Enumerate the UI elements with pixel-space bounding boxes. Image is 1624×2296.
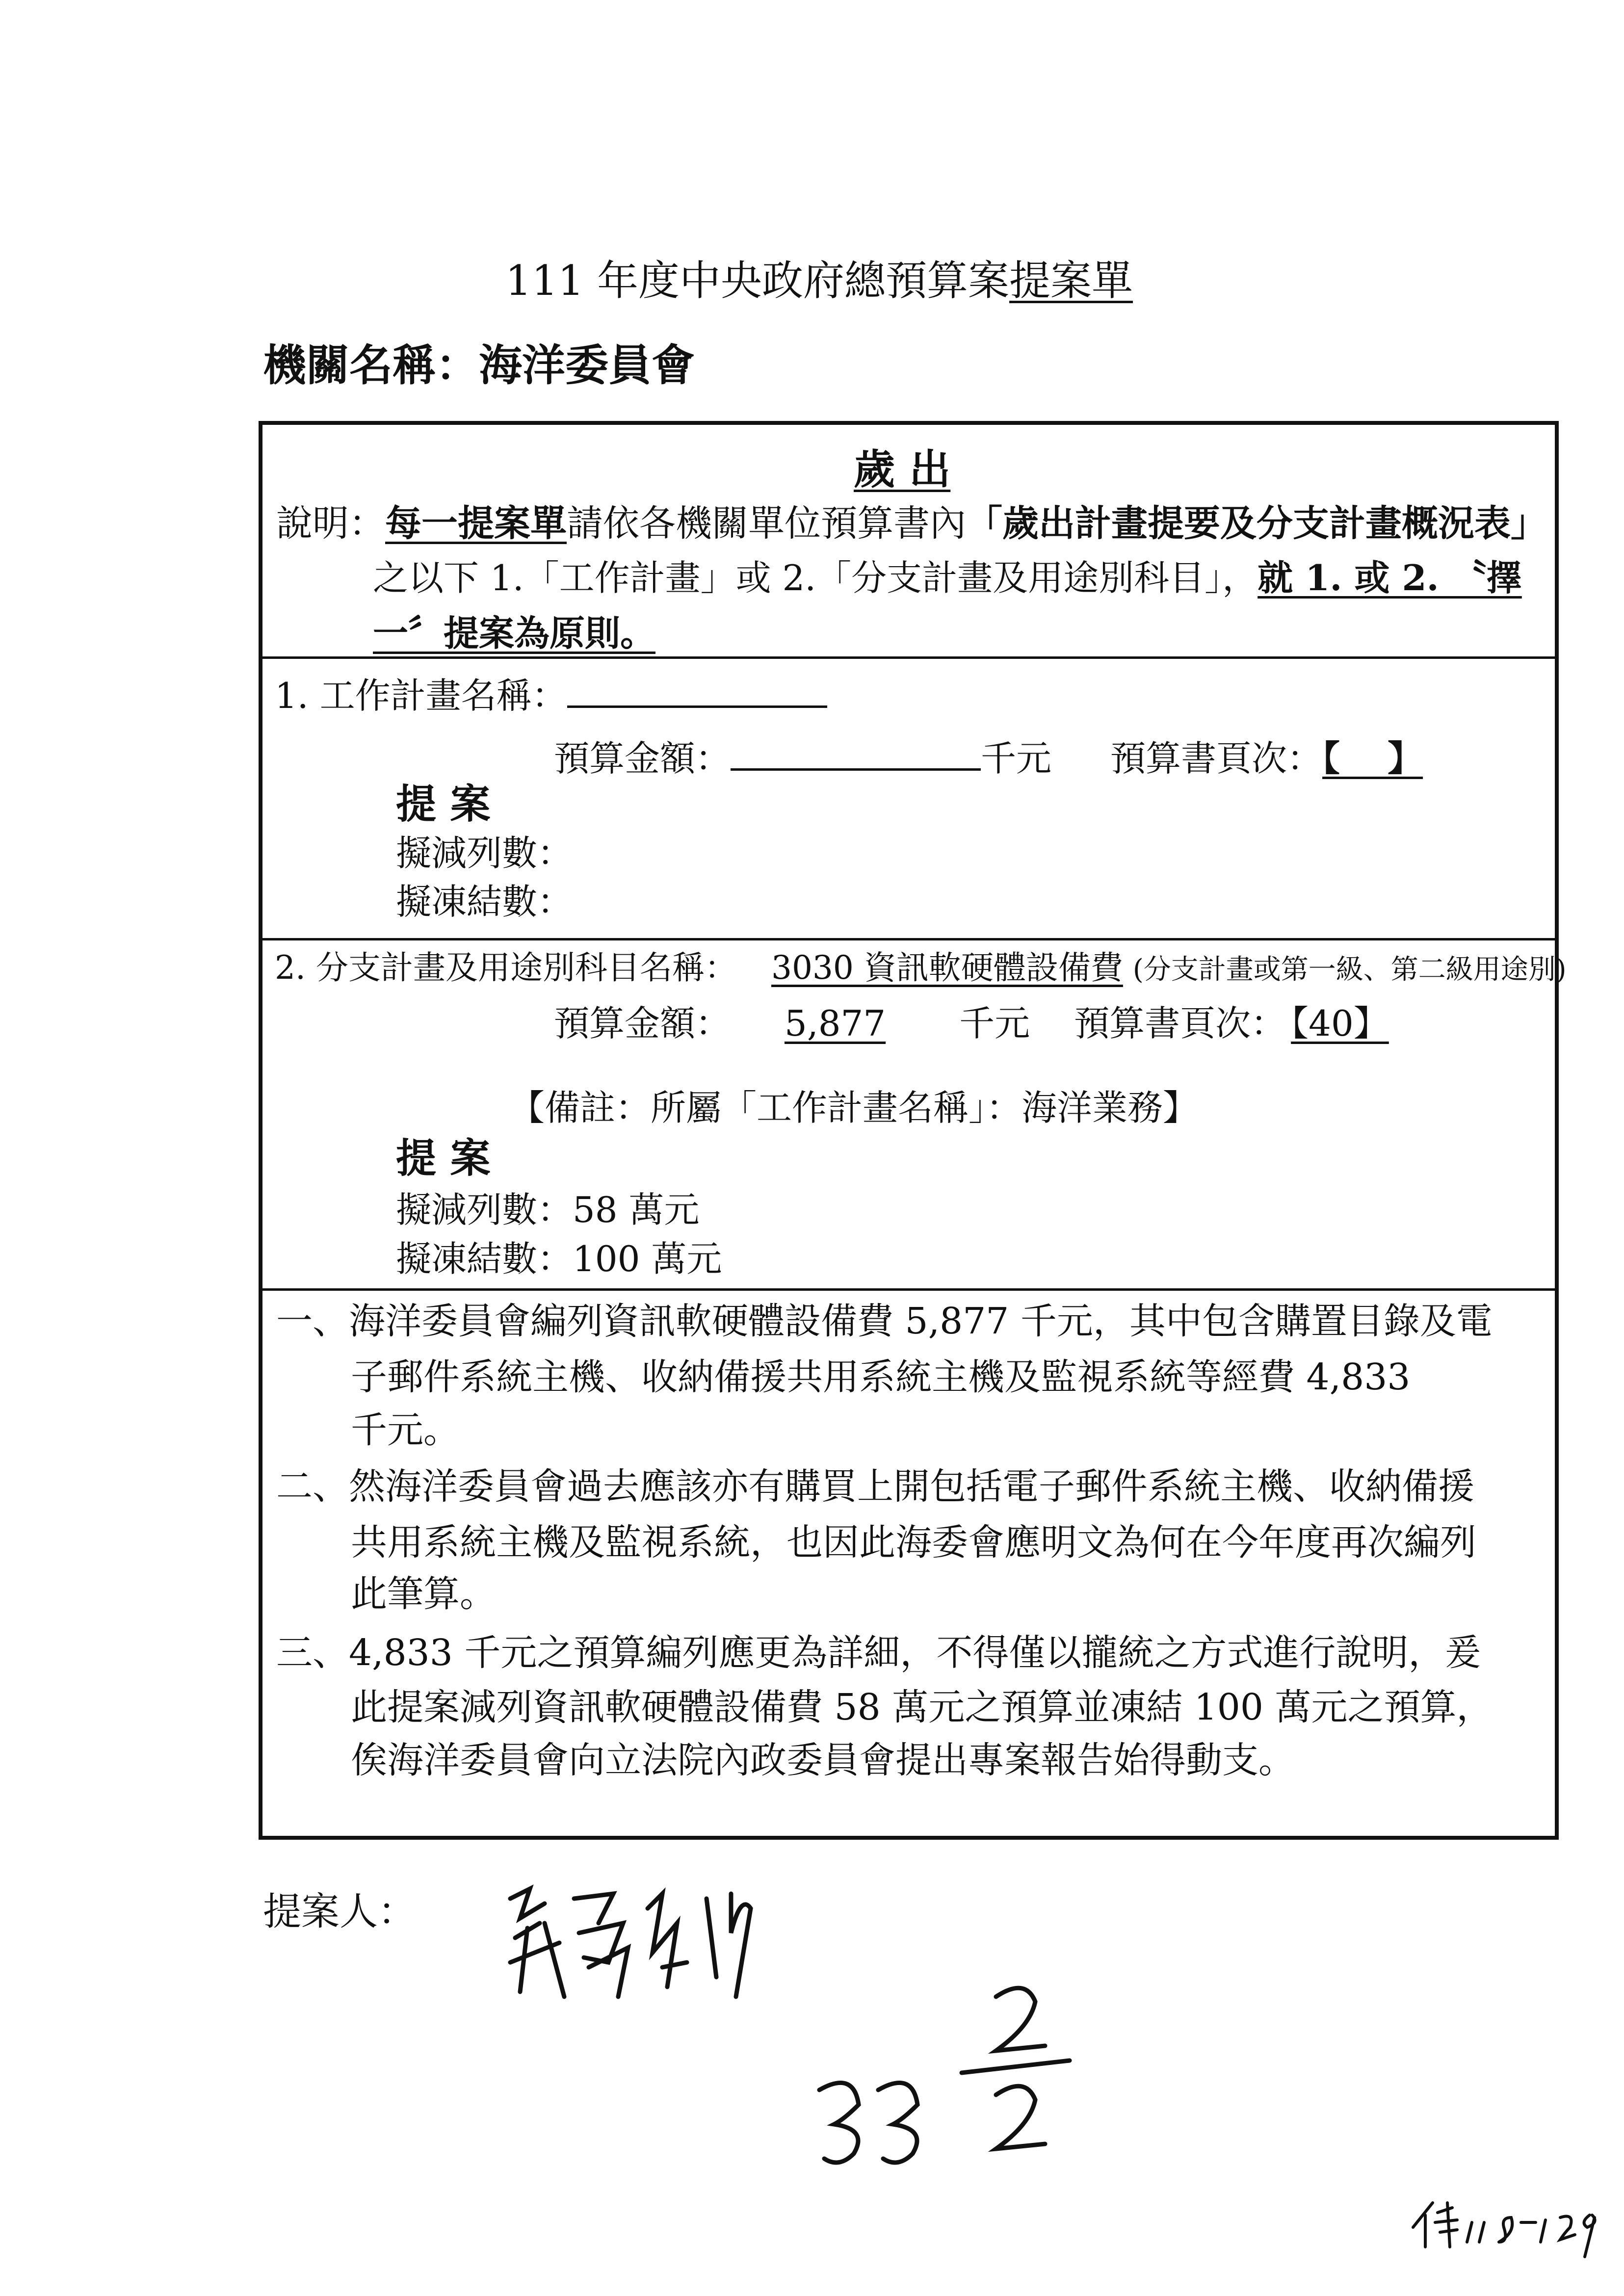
reason-3-line-1: 三、4,833 千元之預算編列應更為詳細，不得僅以攏統之方式進行說明，爰 [276, 1632, 1481, 1674]
instructions-text: 請依各機關單位預算書內 [567, 502, 966, 545]
item2-name-row [275, 949, 1567, 987]
divider [259, 656, 1559, 659]
item2-proposal-heading: 提 案 [396, 1135, 491, 1182]
item2-reduce: 擬減列數：58 萬元 [396, 1189, 700, 1230]
title-underlined: 提案單 [1009, 257, 1133, 305]
item2-name-value: 3030 資訊軟硬體設備費 [771, 949, 1123, 987]
item1-name-row [275, 675, 827, 716]
item2-remark: 【備註：所屬「工作計畫名稱」：海洋業務】 [509, 1087, 1199, 1128]
divider [259, 1288, 1559, 1291]
proposer-label: 提案人： [263, 1890, 417, 1934]
reason-1-line-2: 子郵件系統主機、收納備援共用系統主機及監視系統等經費 4,833 [351, 1356, 1411, 1398]
reason-1-line-1: 一、海洋委員會編列資訊軟硬體設備費 5,877 千元，其中包含購置目錄及電 [276, 1300, 1493, 1342]
instructions-emph: 每一提案單 [385, 502, 567, 545]
reason-2-line-2: 共用系統主機及監視系統，也因此海委會應明文為何在今年度再次編列 [351, 1521, 1476, 1564]
item1-budget-row [554, 737, 1423, 779]
instructions-bold: 「歲出計畫提要及分支計畫概況表」 [966, 502, 1547, 545]
instructions-emph: 就 1. 或 2. 〝擇 [1257, 557, 1522, 599]
instructions-line-1 [276, 502, 1547, 545]
reason-2-line-3: 此筆算。 [351, 1573, 496, 1615]
handwritten-reference [1403, 2193, 1609, 2252]
agency-name: 機關名稱：海洋委員會 [263, 339, 695, 391]
item2-budget-row [554, 1003, 1418, 1044]
divider [259, 938, 1559, 940]
reason-3-line-3: 俟海洋委員會向立法院內政委員會提出專案報告始得動支。 [351, 1739, 1295, 1781]
instructions-line-2 [373, 557, 1522, 599]
item1-page-value: 【 】 [1322, 737, 1423, 779]
item2-unit: 千元 [959, 1003, 1030, 1044]
item1-name-label: 1. 工作計畫名稱： [275, 675, 567, 716]
item1-budget-field [731, 739, 981, 771]
reason-2-line-1: 二、然海洋委員會過去應該亦有購買上開包括電子郵件系統主機、收納備援 [276, 1465, 1474, 1508]
handwritten-signature [500, 1879, 775, 2007]
item1-reduce: 擬減列數： [396, 833, 573, 874]
item1-page-label: 預算書頁次： [1110, 738, 1323, 779]
item1-proposal-heading: 提 案 [396, 781, 491, 828]
item2-budget-value: 5,877 [785, 1003, 886, 1044]
item2-name-label: 2. 分支計畫及用途別科目名稱： [275, 949, 737, 987]
section-heading: 歲 出 [854, 445, 951, 494]
instructions-text: 之以下 1.「工作計畫」或 2.「分支計畫及用途別科目」， [373, 557, 1258, 599]
item2-budget-label: 預算金額： [554, 1003, 731, 1044]
item2-freeze: 擬凍結數：100 萬元 [396, 1238, 722, 1279]
page-title [505, 257, 1133, 305]
title-text: 111 年度中央政府總預算案 [505, 257, 1010, 305]
item2-page-value: 【40】 [1291, 1003, 1389, 1044]
reason-3-line-2: 此提案減列資訊軟硬體設備費 58 萬元之預算並凍結 100 萬元之預算， [351, 1686, 1493, 1728]
instructions-label: 說明： [276, 502, 385, 545]
reason-1-line-3: 千元。 [351, 1409, 460, 1451]
item2-page-label: 預算書頁次： [1074, 1003, 1286, 1044]
instructions-line-3: 一〞提案為原則。 [373, 612, 656, 654]
handwritten-count [810, 1977, 1084, 2183]
item1-freeze: 擬凍結數： [396, 881, 573, 922]
item1-budget-label: 預算金額： [554, 738, 731, 779]
item1-unit: 千元 [981, 738, 1052, 779]
item1-name-field [567, 676, 827, 708]
item2-name-note: (分支計畫或第一級、第二級用途別) [1132, 954, 1567, 986]
